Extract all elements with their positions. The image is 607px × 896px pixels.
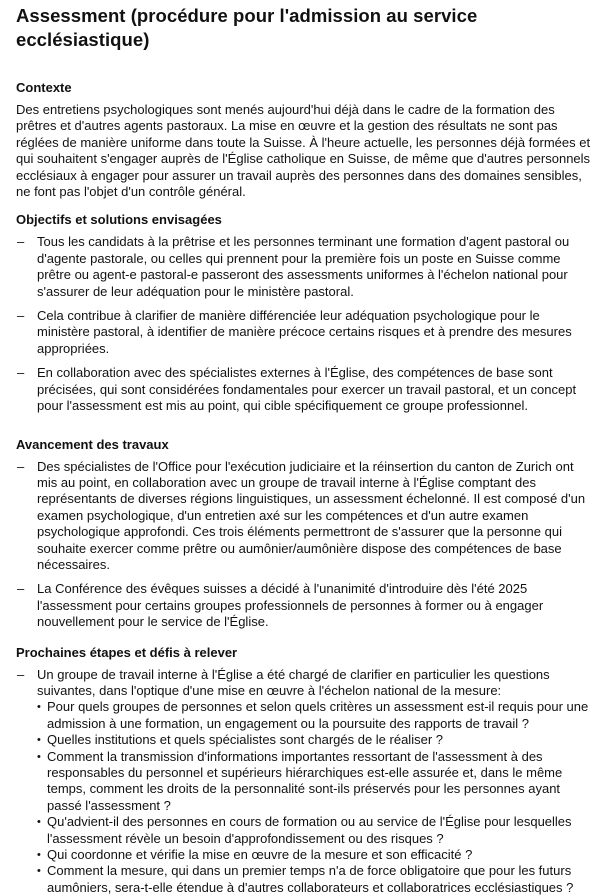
- prochaines-list: [16, 667, 591, 896]
- question-item: [37, 749, 591, 815]
- objectifs-list: [16, 234, 591, 414]
- avancement-list: [16, 459, 591, 631]
- question-text: Qu'advient-il des personnes en cours de formation ou au service de l'Église pour lesquelles l'assessment révèle un besoin d'approfondissement ou des risques ?: [47, 814, 572, 846]
- dash-icon: –: [17, 581, 25, 597]
- bullet-icon: •: [37, 701, 41, 714]
- dash-icon: –: [17, 666, 25, 682]
- question-text: Quelles institutions et quels spécialistes sont chargés de le réaliser ?: [47, 732, 443, 748]
- list-item-text: Cela contribue à clarifier de manière différenciée leur adéquation psychologique pour le ministère pastoral, à identifier de manière précoce certains risques et à prendre des mesures appropriées.: [37, 308, 572, 356]
- question-text: Qui coordonne et vérifie la mise en œuvre de la mesure et son efficacité ?: [47, 847, 473, 863]
- question-text: Pour quels groupes de personnes et selon quels critères un assessment est-il requis pour une admission à une formation, un engagement ou la poursuite des rapports de travail ?: [47, 699, 589, 731]
- contexte-paragraph: Des entretiens psychologiques sont menés aujourd'hui déjà dans le cadre de la formation des prêtres et d'autres agents pastoraux. La mise en œuvre et la gestion des résultats ne sont pas réglées de manière uniforme dans toute la Suisse. À l'heure actuelle, les personnes déjà formées et qui souhaitent s'engager auprès de l'Église catholique en Suisse, de même que d'autres personnels ecclésiaux à engager pour assurer un travail auprès des personnes dans des domaines sensibles, ne font pas l'objet d'un contrôle général.: [16, 102, 591, 200]
- question-item: [37, 863, 591, 896]
- list-item-text: La Conférence des évêques suisses a décidé à l'unanimité d'introduire dès l'été 2025 l'assessment pour certains groupes professionnels de personnes à former ou à engager nouvellement pour le service de l'Église.: [37, 581, 544, 630]
- dash-icon: –: [17, 365, 25, 381]
- document-title: Assessment (procédure pour l'admission au service ecclésiastique): [16, 5, 478, 50]
- list-item: [16, 581, 591, 630]
- list-item-text: Tous les candidats à la prêtrise et les personnes terminant une formation d'agent pastoral ou d'agente pastorale, ou celles qui prennent pour la première fois un poste en Suisse comme prêtre ou agent-e pastoral-e passeront des assessments uniformes à l'échelon national pour s'assurer de leur adéquation pour le ministère pastoral.: [37, 234, 570, 299]
- bullet-icon: •: [37, 750, 41, 763]
- questions-list: [37, 699, 591, 896]
- dash-icon: –: [17, 458, 25, 474]
- section-heading-avancement: Avancement des travaux: [16, 436, 169, 452]
- bullet-icon: •: [37, 865, 41, 878]
- list-item-text: Des spécialistes de l'Office pour l'exécution judiciaire et la réinsertion du canton de Zurich ont mis au point, en collaboration avec un groupe de travail interne à l'Église comptant des représentants de diverses régions linguistiques, un assessment échelonné. Il est composé d'un examen psychologique, d'un entretien axé sur les compétences et d'un autre examen psychologique approfondi. Ces trois éléments permettront de s'assurer que la personne qui souhaite exercer comme prêtre ou aumônier/aumônière dispose des compétences de base nécessaires.: [37, 458, 586, 572]
- dash-icon: –: [17, 234, 25, 250]
- question-item: [37, 699, 591, 732]
- question-item: [37, 847, 591, 863]
- question-text: Comment la mesure, qui dans un premier temps n'a de force obligatoire que pour les futurs aumôniers, sera-t-elle étendue à d'autres collaborateurs et collaboratrices ecclésiastiques ?: [47, 863, 574, 895]
- dash-icon: –: [17, 308, 25, 324]
- section-heading-contexte: Contexte: [16, 80, 72, 95]
- list-item: [16, 459, 591, 574]
- section-heading-objectifs: Objectifs et solutions envisagées: [16, 212, 222, 228]
- bullet-icon: •: [37, 816, 41, 829]
- bullet-icon: •: [37, 849, 41, 862]
- list-item: [16, 365, 591, 414]
- list-item-text: Un groupe de travail interne à l'Église a été chargé de clarifier en particulier les questions suivantes, dans l'optique d'une mise en œuvre à l'échelon national de la mesure:: [37, 666, 550, 698]
- question-item: [37, 732, 591, 748]
- list-item: [16, 234, 591, 300]
- list-item: [16, 308, 591, 357]
- section-heading-prochaines-etapes: Prochaines étapes et défis à relever: [16, 644, 238, 660]
- question-item: [37, 814, 591, 847]
- list-item: [16, 667, 591, 896]
- question-text: Comment la transmission d'informations importantes ressortant de l'assessment à des responsables du personnel et supérieurs hiérarchiques est-elle assurée et, dans le même temps, comment les droits de la personnalité sont-ils préservés pour les personnes ayant passé l'assessment ?: [47, 748, 563, 813]
- bullet-icon: •: [37, 734, 41, 747]
- list-item-text: En collaboration avec des spécialistes externes à l'Église, des compétences de base sont précisées, qui sont considérées fondamentales pour exercer un travail pastoral, et un concept pour l'assessment est mis au point, qui cible spécifiquement ce groupe professionnel.: [37, 365, 577, 414]
